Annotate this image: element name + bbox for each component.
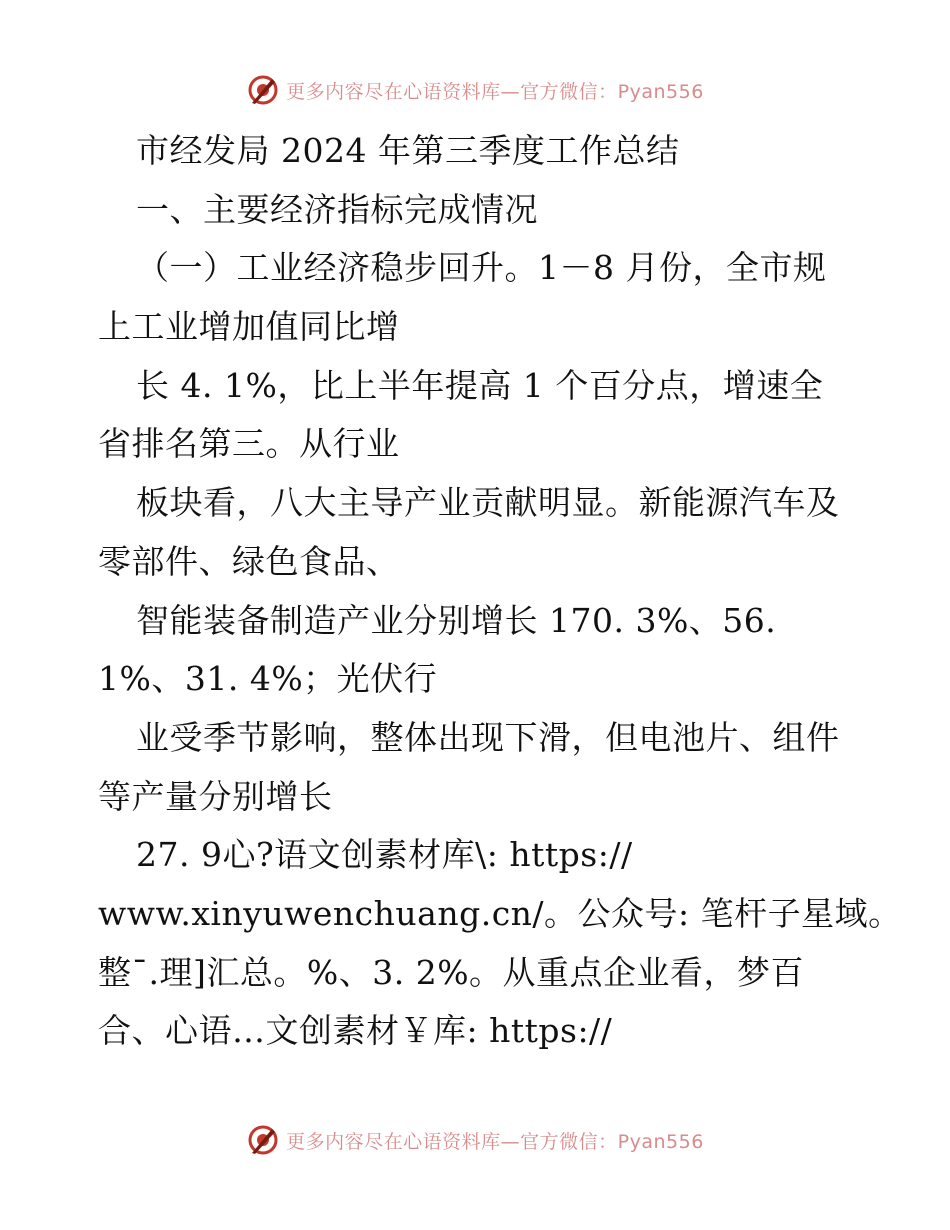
paragraph-line: 1%、31. 4%；光伏行 bbox=[98, 659, 438, 699]
paragraph-line: 合、心语…文创素材￥库: https:// bbox=[98, 1011, 613, 1051]
paragraph-line: 等产量分别增长 bbox=[98, 776, 333, 816]
quill-seal-icon bbox=[246, 1123, 280, 1157]
paragraph-line: 省排名第三。从行业 bbox=[98, 424, 400, 464]
paragraph-line: 板块看，八大主导产业贡献明显。新能源汽车及 bbox=[136, 483, 840, 523]
document-body bbox=[98, 122, 902, 1061]
paragraph-line: 零部件、绿色食品、 bbox=[98, 541, 400, 581]
quill-seal-icon bbox=[246, 73, 280, 107]
footer-banner bbox=[0, 1120, 950, 1160]
paragraph-line: （一）工业经济稳步回升。1－8 月份，全市规 bbox=[136, 248, 827, 288]
paragraph-line: www.xinyuwenchuang.cn/。公众号: 笔杆子星域。 bbox=[98, 893, 902, 933]
header-banner-text: 更多内容尽在心语资料库—官方微信：Pyan556 bbox=[286, 80, 704, 103]
header-banner bbox=[0, 70, 950, 110]
paragraph-line: 长 4. 1%，比上半年提高 1 个百分点，增速全 bbox=[136, 365, 824, 405]
paragraph-line: 业受季节影响，整体出现下滑，但电池片、组件 bbox=[136, 717, 840, 757]
footer-banner-text: 更多内容尽在心语资料库—官方微信：Pyan556 bbox=[286, 1130, 704, 1153]
paragraph-line: 上工业增加值同比增 bbox=[98, 307, 400, 347]
paragraph-line: 整¯.理]汇总。%、3. 2%。从重点企业看，梦百 bbox=[98, 952, 805, 992]
section-heading: 一、主要经济指标完成情况 bbox=[136, 189, 538, 229]
document-title: 市经发局 2024 年第三季度工作总结 bbox=[136, 131, 680, 170]
paragraph-line: 27. 9心?语文创素材库\: https:// bbox=[136, 835, 633, 875]
paragraph-line: 智能装备制造产业分别增长 170. 3%、56. bbox=[136, 600, 777, 640]
